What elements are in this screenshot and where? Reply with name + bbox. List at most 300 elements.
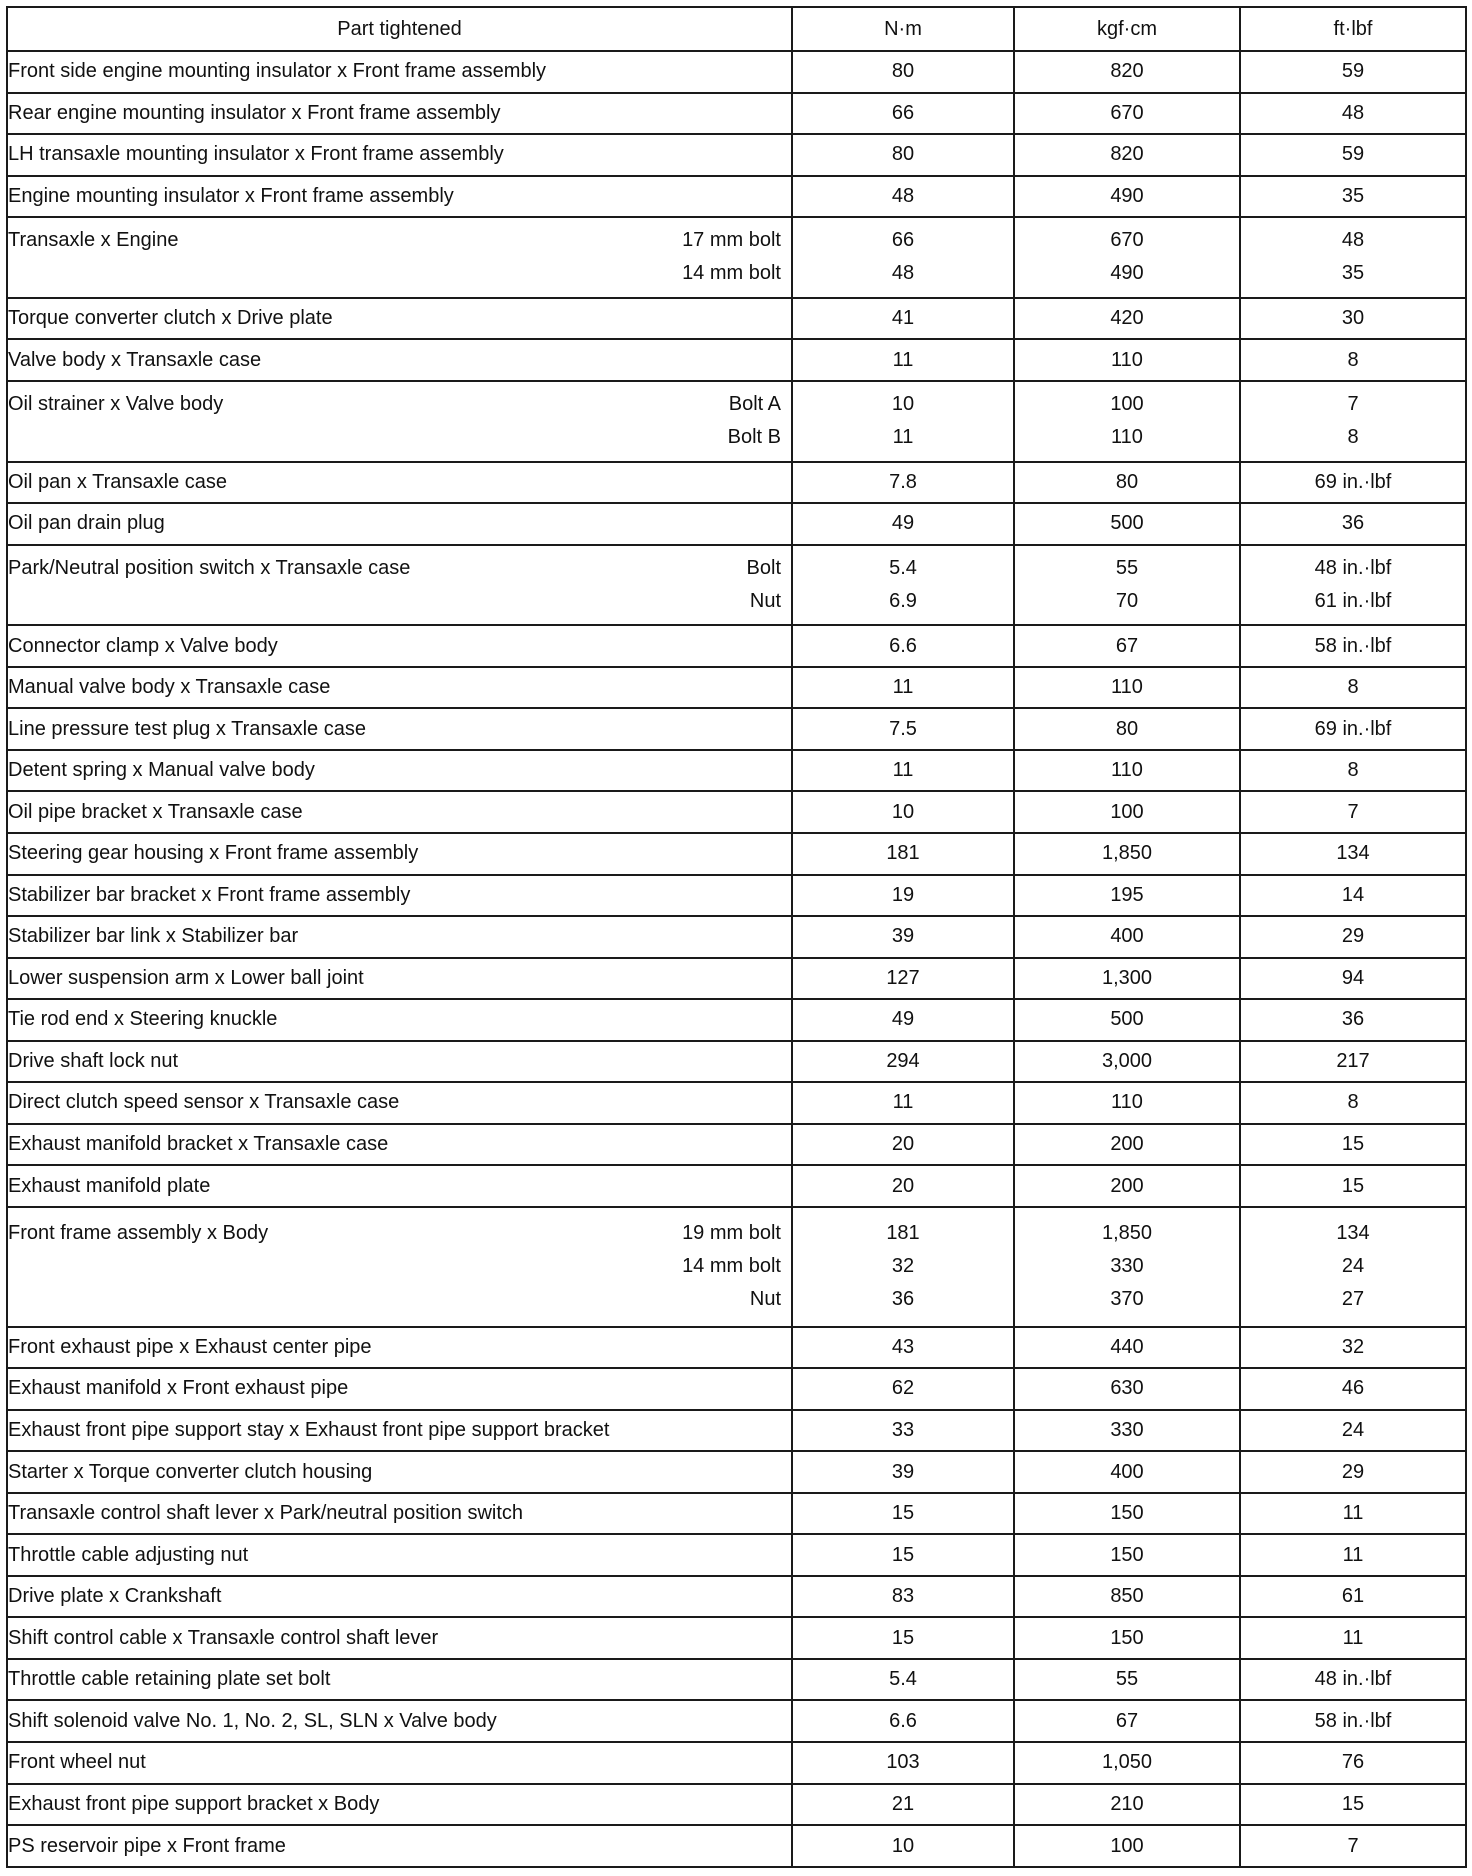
ft-lbf-value-cell	[1240, 750, 1466, 792]
kgf-cm-value: 210	[1110, 1792, 1144, 1815]
ft-lbf-value: 36	[1341, 1008, 1365, 1031]
kgf-cm-value: 1,050	[1101, 1751, 1153, 1774]
part-line	[8, 837, 791, 870]
kgf-cm-value-cell	[1014, 1742, 1240, 1784]
part-cell	[7, 93, 792, 135]
kgf-cm-value-cell	[1014, 1410, 1240, 1452]
ft-lbf-value-cell	[1240, 1368, 1466, 1410]
nm-value-cell	[792, 93, 1014, 135]
ft-lbf-value-cell	[1240, 1327, 1466, 1369]
kgf-cm-value-cell	[1014, 339, 1240, 381]
part-line	[8, 507, 791, 540]
ft-lbf-value-cell	[1240, 1825, 1466, 1867]
part-line	[8, 1830, 791, 1863]
part-line	[8, 552, 791, 585]
header-part-tightened: Part tightened	[7, 7, 792, 51]
ft-lbf-value: 14	[1341, 883, 1365, 906]
nm-value-cell	[792, 545, 1014, 626]
table-row	[7, 1041, 1466, 1083]
ft-lbf-value: 94	[1341, 966, 1365, 989]
part-line	[8, 55, 791, 88]
part-cell	[7, 1534, 792, 1576]
nm-value: 49	[891, 512, 915, 535]
kgf-cm-value-cell	[1014, 1165, 1240, 1207]
part-cell	[7, 1165, 792, 1207]
nm-value-cell	[792, 1451, 1014, 1493]
kgf-cm-value: 80	[1115, 717, 1139, 740]
ft-lbf-value: 15	[1341, 1792, 1365, 1815]
nm-value: 11	[892, 426, 914, 449]
kgf-cm-value: 440	[1110, 1335, 1144, 1358]
ft-lbf-value: 69 in.·lbf	[1314, 717, 1392, 740]
kgf-cm-value-cell	[1014, 1659, 1240, 1701]
kgf-cm-value: 1,850	[1101, 1222, 1153, 1245]
ft-lbf-value: 24	[1341, 1419, 1365, 1441]
part-line	[8, 1456, 791, 1489]
part-cell	[7, 1368, 792, 1410]
part-name: Valve body x Transaxle case	[8, 348, 262, 371]
torque-specification-table	[6, 6, 1467, 1868]
part-name: Front exhaust pipe x Exhaust center pipe	[8, 1335, 372, 1358]
ft-lbf-value: 27	[1341, 1288, 1365, 1311]
ft-lbf-value: 217	[1336, 1049, 1370, 1072]
table-row	[7, 1742, 1466, 1784]
nm-value: 6.6	[889, 634, 917, 657]
nm-value: 5.4	[889, 1668, 917, 1691]
kgf-cm-value: 490	[1110, 262, 1144, 285]
kgf-cm-value-cell	[1014, 791, 1240, 833]
table-row	[7, 176, 1466, 218]
nm-value: 15	[891, 1502, 915, 1525]
table-row	[7, 1825, 1466, 1867]
nm-value: 49	[891, 1008, 915, 1031]
ft-lbf-value-cell	[1240, 916, 1466, 958]
part-line	[8, 1746, 791, 1779]
kgf-cm-value: 200	[1110, 1133, 1144, 1155]
part-name: Drive plate x Crankshaft	[8, 1585, 222, 1608]
nm-value: 20	[891, 1133, 915, 1155]
part-cell	[7, 625, 792, 667]
part-name: Oil pan x Transaxle case	[8, 470, 227, 493]
part-name: Transaxle x Engine	[8, 229, 179, 252]
part-cell	[7, 1082, 792, 1124]
part-line	[8, 671, 791, 704]
nm-value-cell	[792, 1165, 1014, 1207]
ft-lbf-value-cell	[1240, 176, 1466, 218]
kgf-cm-value: 330	[1110, 1419, 1144, 1441]
table-row	[7, 999, 1466, 1041]
part-name: Exhaust manifold bracket x Transaxle case	[8, 1133, 389, 1155]
nm-value: 83	[891, 1585, 915, 1608]
part-line	[8, 1497, 791, 1530]
nm-value: 15	[891, 1626, 915, 1649]
part-name: Engine mounting insulator x Front frame assembly	[8, 184, 454, 207]
ft-lbf-value-cell	[1240, 381, 1466, 462]
ft-lbf-value-cell	[1240, 708, 1466, 750]
part-line	[8, 1086, 791, 1119]
part-name: LH transaxle mounting insulator x Front frame assembly	[8, 143, 504, 166]
ft-lbf-value-cell	[1240, 217, 1466, 298]
kgf-cm-value: 55	[1115, 557, 1139, 579]
table-row	[7, 1493, 1466, 1535]
part-cell	[7, 791, 792, 833]
nm-value: 66	[891, 229, 915, 252]
part-cell	[7, 298, 792, 340]
ft-lbf-value-cell	[1240, 667, 1466, 709]
ft-lbf-value: 7	[1347, 800, 1359, 823]
nm-value: 48	[891, 262, 915, 285]
part-name: Shift control cable x Transaxle control shaft lever	[8, 1626, 439, 1649]
nm-value: 10	[891, 393, 915, 416]
nm-value-cell	[792, 1659, 1014, 1701]
nm-value-cell	[792, 833, 1014, 875]
part-line	[8, 224, 791, 257]
nm-value-cell	[792, 1124, 1014, 1166]
nm-value: 181	[886, 1222, 920, 1245]
part-cell	[7, 999, 792, 1041]
kgf-cm-value-cell	[1014, 1493, 1240, 1535]
table-row	[7, 625, 1466, 667]
nm-value-cell	[792, 791, 1014, 833]
kgf-cm-value: 1,300	[1101, 966, 1153, 989]
part-line	[8, 1622, 791, 1655]
nm-value-cell	[792, 134, 1014, 176]
kgf-cm-value: 850	[1110, 1585, 1144, 1608]
table-body	[7, 51, 1466, 1867]
ft-lbf-value: 59	[1341, 60, 1365, 83]
ft-lbf-value-cell	[1240, 1082, 1466, 1124]
part-cell	[7, 1784, 792, 1826]
fastener-label: Nut	[749, 590, 781, 612]
kgf-cm-value: 820	[1110, 60, 1144, 83]
nm-value: 11	[892, 348, 914, 371]
nm-value-cell	[792, 999, 1014, 1041]
part-line	[8, 138, 791, 171]
kgf-cm-value: 67	[1115, 1709, 1139, 1732]
part-name: Exhaust front pipe support bracket x Body	[8, 1792, 380, 1815]
part-line	[8, 421, 791, 454]
nm-value-cell	[792, 1700, 1014, 1742]
nm-value: 80	[891, 60, 915, 83]
ft-lbf-value-cell	[1240, 875, 1466, 917]
nm-value-cell	[792, 708, 1014, 750]
part-name: Front side engine mounting insulator x Front frame assembly	[8, 60, 547, 83]
ft-lbf-value-cell	[1240, 833, 1466, 875]
kgf-cm-value-cell	[1014, 176, 1240, 218]
nm-value: 39	[891, 1460, 915, 1483]
part-name: Exhaust front pipe support stay x Exhaust front pipe support bracket	[8, 1419, 610, 1441]
kgf-cm-value: 370	[1110, 1288, 1144, 1311]
ft-lbf-value-cell	[1240, 1617, 1466, 1659]
part-name: Line pressure test plug x Transaxle case	[8, 717, 366, 740]
part-line	[8, 344, 791, 377]
kgf-cm-value-cell	[1014, 134, 1240, 176]
ft-lbf-value: 15	[1341, 1174, 1365, 1197]
table-row	[7, 1165, 1466, 1207]
kgf-cm-value-cell	[1014, 1124, 1240, 1166]
nm-value-cell	[792, 51, 1014, 93]
part-name: Direct clutch speed sensor x Transaxle case	[8, 1091, 400, 1114]
nm-value-cell	[792, 1534, 1014, 1576]
nm-value: 6.6	[889, 1709, 917, 1732]
kgf-cm-value: 400	[1110, 1460, 1144, 1483]
part-cell	[7, 833, 792, 875]
nm-value-cell	[792, 176, 1014, 218]
kgf-cm-value: 110	[1111, 426, 1143, 449]
part-cell	[7, 750, 792, 792]
table-row	[7, 1700, 1466, 1742]
table-row	[7, 545, 1466, 626]
part-name: Shift solenoid valve No. 1, No. 2, SL, SLN x Valve body	[8, 1709, 497, 1732]
kgf-cm-value: 200	[1110, 1174, 1144, 1197]
kgf-cm-value-cell	[1014, 545, 1240, 626]
table-row	[7, 298, 1466, 340]
kgf-cm-value: 150	[1110, 1502, 1144, 1525]
part-cell	[7, 1041, 792, 1083]
kgf-cm-value: 110	[1111, 348, 1143, 371]
part-cell	[7, 916, 792, 958]
part-name: Throttle cable adjusting nut	[8, 1543, 249, 1566]
table-row	[7, 916, 1466, 958]
part-name: Tie rod end x Steering knuckle	[8, 1008, 278, 1031]
header-kgf-cm: kgf·cm	[1014, 7, 1240, 51]
ft-lbf-value-cell	[1240, 1659, 1466, 1701]
part-cell	[7, 1124, 792, 1166]
part-cell	[7, 1700, 792, 1742]
table-row	[7, 667, 1466, 709]
table-row	[7, 134, 1466, 176]
kgf-cm-value-cell	[1014, 1082, 1240, 1124]
part-line	[8, 920, 791, 953]
nm-value-cell	[792, 298, 1014, 340]
part-line	[8, 1414, 791, 1447]
kgf-cm-value-cell	[1014, 1617, 1240, 1659]
kgf-cm-value: 100	[1110, 800, 1144, 823]
fastener-label: 14 mm bolt	[682, 262, 781, 285]
ft-lbf-value-cell	[1240, 298, 1466, 340]
part-cell	[7, 1207, 792, 1327]
fastener-label: Bolt A	[728, 393, 781, 416]
ft-lbf-value-cell	[1240, 1165, 1466, 1207]
kgf-cm-value-cell	[1014, 625, 1240, 667]
kgf-cm-value: 400	[1110, 925, 1144, 948]
part-cell	[7, 958, 792, 1000]
kgf-cm-value: 195	[1110, 883, 1144, 906]
fastener-label: Bolt	[746, 557, 781, 579]
part-cell	[7, 462, 792, 504]
ft-lbf-value: 36	[1341, 512, 1365, 535]
nm-value: 127	[886, 966, 920, 989]
part-name: Starter x Torque converter clutch housing	[8, 1460, 373, 1483]
part-line	[8, 1539, 791, 1572]
nm-value: 11	[892, 1091, 914, 1114]
part-name: Rear engine mounting insulator x Front frame assembly	[8, 101, 501, 124]
part-name: Exhaust manifold x Front exhaust pipe	[8, 1377, 349, 1400]
part-line	[8, 466, 791, 499]
part-cell	[7, 1576, 792, 1618]
part-cell	[7, 1493, 792, 1535]
ft-lbf-value: 76	[1341, 1751, 1365, 1774]
ft-lbf-value-cell	[1240, 93, 1466, 135]
ft-lbf-value-cell	[1240, 1124, 1466, 1166]
part-cell	[7, 708, 792, 750]
nm-value-cell	[792, 503, 1014, 545]
ft-lbf-value: 29	[1341, 1460, 1365, 1483]
table-row	[7, 503, 1466, 545]
ft-lbf-value: 48 in.·lbf	[1314, 1668, 1392, 1691]
kgf-cm-value: 70	[1115, 590, 1139, 612]
part-line	[8, 754, 791, 787]
table-row	[7, 1534, 1466, 1576]
ft-lbf-value: 7	[1347, 1834, 1359, 1857]
kgf-cm-value-cell	[1014, 1784, 1240, 1826]
nm-value: 6.9	[889, 590, 917, 612]
ft-lbf-value-cell	[1240, 1410, 1466, 1452]
part-name: Front frame assembly x Body	[8, 1222, 269, 1245]
part-cell	[7, 176, 792, 218]
part-line	[8, 630, 791, 663]
table-row	[7, 51, 1466, 93]
table-row	[7, 1659, 1466, 1701]
nm-value-cell	[792, 1327, 1014, 1369]
part-name: Exhaust manifold plate	[8, 1174, 211, 1197]
kgf-cm-value-cell	[1014, 1825, 1240, 1867]
part-line	[8, 962, 791, 995]
part-cell	[7, 134, 792, 176]
part-cell	[7, 217, 792, 298]
part-cell	[7, 51, 792, 93]
part-name: Manual valve body x Transaxle case	[8, 676, 331, 699]
kgf-cm-value: 420	[1110, 307, 1144, 330]
fastener-label: 19 mm bolt	[682, 1222, 781, 1245]
part-cell	[7, 503, 792, 545]
kgf-cm-value: 1,850	[1101, 842, 1153, 865]
part-line	[8, 585, 791, 618]
table-row	[7, 217, 1466, 298]
nm-value: 32	[891, 1255, 915, 1278]
ft-lbf-value: 134	[1336, 1222, 1370, 1245]
ft-lbf-value-cell	[1240, 1576, 1466, 1618]
table-row	[7, 1082, 1466, 1124]
part-cell	[7, 1410, 792, 1452]
table-row	[7, 791, 1466, 833]
nm-value: 41	[891, 307, 915, 330]
ft-lbf-value: 48	[1341, 101, 1365, 124]
part-line	[8, 1045, 791, 1078]
fastener-label: Nut	[749, 1288, 781, 1311]
part-name: Park/Neutral position switch x Transaxle case	[8, 557, 411, 579]
kgf-cm-value: 110	[1111, 676, 1143, 699]
table-row	[7, 1368, 1466, 1410]
part-line	[8, 97, 791, 130]
nm-value-cell	[792, 1784, 1014, 1826]
kgf-cm-value: 100	[1110, 1834, 1144, 1857]
ft-lbf-value-cell	[1240, 625, 1466, 667]
table-row	[7, 1617, 1466, 1659]
part-line	[8, 257, 791, 290]
ft-lbf-value-cell	[1240, 339, 1466, 381]
header-ft-lbf: ft·lbf	[1240, 7, 1466, 51]
nm-value-cell	[792, 339, 1014, 381]
part-cell	[7, 1327, 792, 1369]
ft-lbf-value: 58 in.·lbf	[1314, 634, 1392, 657]
part-name: Oil pan drain plug	[8, 512, 165, 535]
ft-lbf-value-cell	[1240, 1534, 1466, 1576]
nm-value-cell	[792, 1576, 1014, 1618]
part-name: Detent spring x Manual valve body	[8, 759, 315, 782]
ft-lbf-value: 7	[1347, 393, 1359, 416]
part-name: Front wheel nut	[8, 1751, 146, 1774]
kgf-cm-value-cell	[1014, 298, 1240, 340]
part-line	[8, 302, 791, 335]
nm-value-cell	[792, 625, 1014, 667]
part-name: Stabilizer bar link x Stabilizer bar	[8, 925, 299, 948]
kgf-cm-value: 500	[1110, 512, 1144, 535]
kgf-cm-value-cell	[1014, 833, 1240, 875]
table-row	[7, 1124, 1466, 1166]
part-line	[8, 1331, 791, 1364]
ft-lbf-value-cell	[1240, 958, 1466, 1000]
kgf-cm-value-cell	[1014, 503, 1240, 545]
part-line	[8, 1217, 791, 1250]
kgf-cm-value-cell	[1014, 1041, 1240, 1083]
nm-value-cell	[792, 1368, 1014, 1410]
part-cell	[7, 381, 792, 462]
part-name: Throttle cable retaining plate set bolt	[8, 1668, 331, 1691]
ft-lbf-value-cell	[1240, 791, 1466, 833]
nm-value-cell	[792, 1207, 1014, 1327]
kgf-cm-value-cell	[1014, 462, 1240, 504]
part-line	[8, 1705, 791, 1738]
kgf-cm-value-cell	[1014, 93, 1240, 135]
ft-lbf-value: 58 in.·lbf	[1314, 1709, 1392, 1732]
kgf-cm-value: 100	[1110, 393, 1144, 416]
part-cell	[7, 1451, 792, 1493]
ft-lbf-value: 11	[1342, 1543, 1364, 1566]
nm-value: 20	[891, 1174, 915, 1197]
kgf-cm-value-cell	[1014, 750, 1240, 792]
kgf-cm-value: 150	[1110, 1543, 1144, 1566]
nm-value-cell	[792, 1617, 1014, 1659]
ft-lbf-value-cell	[1240, 999, 1466, 1041]
part-cell	[7, 1742, 792, 1784]
ft-lbf-value: 8	[1347, 759, 1359, 782]
nm-value: 7.8	[889, 470, 917, 493]
kgf-cm-value: 67	[1115, 634, 1139, 657]
part-cell	[7, 1825, 792, 1867]
part-line	[8, 1663, 791, 1696]
ft-lbf-value-cell	[1240, 1207, 1466, 1327]
kgf-cm-value-cell	[1014, 1451, 1240, 1493]
ft-lbf-value: 32	[1341, 1335, 1365, 1358]
kgf-cm-value-cell	[1014, 1327, 1240, 1369]
kgf-cm-value: 110	[1111, 1091, 1143, 1114]
kgf-cm-value: 80	[1115, 470, 1139, 493]
ft-lbf-value: 11	[1342, 1626, 1364, 1649]
kgf-cm-value: 330	[1110, 1255, 1144, 1278]
kgf-cm-value-cell	[1014, 875, 1240, 917]
kgf-cm-value-cell	[1014, 1534, 1240, 1576]
ft-lbf-value: 35	[1341, 262, 1365, 285]
header-row	[7, 7, 1466, 51]
ft-lbf-value-cell	[1240, 1784, 1466, 1826]
fastener-label: 17 mm bolt	[682, 229, 781, 252]
kgf-cm-value-cell	[1014, 958, 1240, 1000]
part-name: Transaxle control shaft lever x Park/neutral position switch	[8, 1502, 524, 1525]
ft-lbf-value: 29	[1341, 925, 1365, 948]
nm-value-cell	[792, 381, 1014, 462]
kgf-cm-value: 110	[1111, 759, 1143, 782]
